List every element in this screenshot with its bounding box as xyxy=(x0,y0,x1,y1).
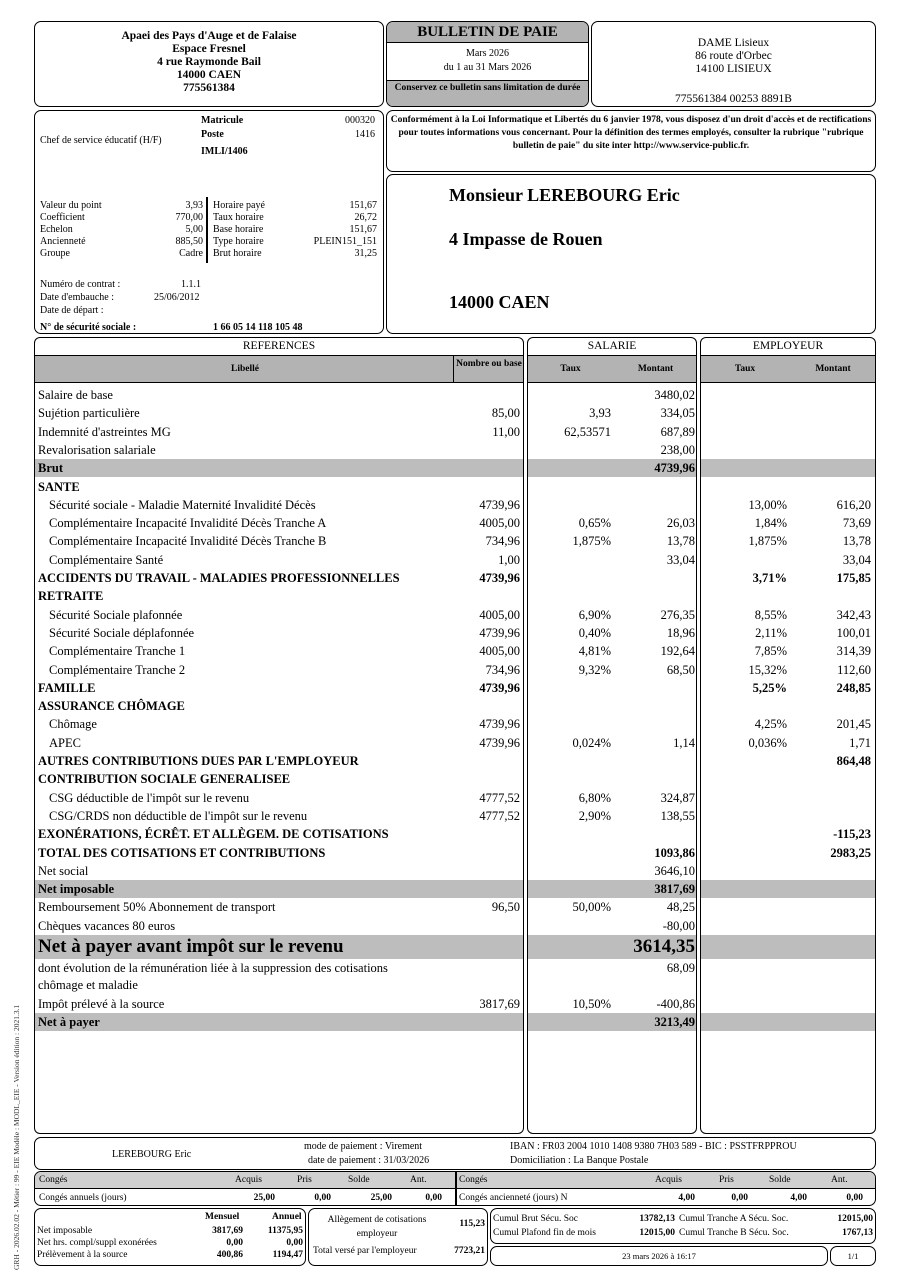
taux-header: Taux xyxy=(560,364,581,374)
cumuls-block xyxy=(34,1208,306,1266)
row-base: 85,00 xyxy=(491,406,520,421)
row-shade xyxy=(701,880,875,898)
recipient-street: 4 Impasse de Rouen xyxy=(449,229,603,249)
salarie-column-header xyxy=(528,356,696,383)
table-row xyxy=(34,959,876,995)
row-label: Complémentaire Incapacité Invalidité Décès Tranche B xyxy=(49,534,327,549)
row-taux: 9,32% xyxy=(578,662,611,677)
employer-block xyxy=(34,21,384,107)
row-label: Complémentaire Santé xyxy=(49,552,164,567)
solde-header: Solde xyxy=(348,1175,370,1185)
row-label: TOTAL DES COTISATIONS ET CONTRIBUTIONS xyxy=(38,845,326,860)
establishment-siret: 775561384 00253 8891B xyxy=(675,93,792,105)
cumul-annuel: 0,00 xyxy=(286,1238,303,1248)
info-left-value: Cadre xyxy=(179,248,203,259)
row-label: Revalorisation salariale xyxy=(38,442,156,457)
cumul-label: Net imposable xyxy=(37,1226,93,1236)
info-left-label: Coefficient xyxy=(40,212,85,223)
employer-address xyxy=(35,30,383,95)
base-header: Nombre ou base xyxy=(456,359,522,369)
table-row xyxy=(34,514,876,532)
row-base: 4739,96 xyxy=(479,717,520,732)
payment-block xyxy=(34,1137,876,1170)
info-right-value: 151,67 xyxy=(349,224,377,235)
payslip-table xyxy=(34,337,876,1135)
row-label: RETRAITE xyxy=(38,589,104,604)
conges-divider xyxy=(455,1172,457,1206)
row-base: 4005,00 xyxy=(479,644,520,659)
cumul-annuel: 11375,95 xyxy=(267,1226,303,1236)
row-taux: 62,53571 xyxy=(564,424,611,439)
row-montant-e: 248,85 xyxy=(836,680,871,695)
row-label: CSG/CRDS non déductible de l'impôt sur le revenu xyxy=(49,808,308,823)
table-row xyxy=(34,935,876,959)
keep-note: Conservez ce bulletin sans limitation de durée xyxy=(387,80,588,106)
row-shade xyxy=(35,459,523,477)
acquis2-header: Acquis xyxy=(655,1175,682,1185)
allegement-value: 115,23 xyxy=(459,1219,485,1229)
row-taux-e: 15,32% xyxy=(748,662,787,677)
row-montant-e: 616,20 xyxy=(836,497,871,512)
edit-timestamp: 23 mars 2026 à 16:17 xyxy=(490,1246,828,1266)
row-taux-e: 2,11% xyxy=(755,625,787,640)
row-label-2: chômage et maladie xyxy=(38,978,138,992)
anc-value: 4,00 xyxy=(790,1193,807,1203)
table-row xyxy=(34,551,876,569)
row-label: CSG déductible de l'impôt sur le revenu xyxy=(49,790,250,805)
row-shade xyxy=(701,1013,875,1031)
cumul-plafond-value: 12015,00 xyxy=(639,1228,675,1238)
employer-line: Apaei des Pays d'Auge et de Falaise xyxy=(121,30,297,42)
establishment-line: 86 route d'Orbec xyxy=(695,50,772,62)
row-label: Net à payer xyxy=(38,1015,100,1030)
montant-header: Montant xyxy=(637,364,674,374)
row-montant-e: 100,01 xyxy=(836,625,871,640)
establishment-line: DAME Lisieux xyxy=(697,37,770,49)
recipient-name: Monsieur LEREBOURG Eric xyxy=(449,185,680,205)
row-montant-e: 112,60 xyxy=(837,662,871,677)
row-label: APEC xyxy=(49,735,81,750)
pris2-header: Pris xyxy=(719,1175,734,1185)
row-montant: 334,05 xyxy=(660,406,695,421)
annual-value: 25,00 xyxy=(370,1193,392,1203)
matricule-label: Matricule xyxy=(201,115,244,126)
row-montant: 13,78 xyxy=(666,534,695,549)
table-row xyxy=(34,679,876,697)
ant-header: Ant. xyxy=(410,1175,427,1185)
row-montant: 276,35 xyxy=(660,607,695,622)
row-montant-e: 314,39 xyxy=(836,644,871,659)
anc-value: 4,00 xyxy=(678,1193,695,1203)
row-montant-e: 864,48 xyxy=(836,754,871,768)
establishment-address xyxy=(592,37,875,76)
table-row xyxy=(34,880,876,898)
row-label: Complémentaire Incapacité Invalidité Décès Tranche A xyxy=(49,516,327,531)
anc-value: 0,00 xyxy=(846,1193,863,1203)
bulletin-range: du 1 au 31 Mars 2026 xyxy=(443,62,532,73)
employer-line: 14000 CAEN xyxy=(176,69,242,81)
row-taux-e: 1,875% xyxy=(748,534,787,549)
row-label: dont évolution de la rémunération liée à la suppression des cotisations xyxy=(38,961,388,975)
row-montant-e: 13,78 xyxy=(842,534,871,549)
payment-date xyxy=(308,1155,429,1166)
row-taux: 10,50% xyxy=(572,997,611,1011)
row-taux-e: 3,71% xyxy=(752,571,787,585)
row-montant: 3213,49 xyxy=(654,1015,695,1030)
annual-label: Congés annuels (jours) xyxy=(39,1193,127,1203)
employer-line: Espace Fresnel xyxy=(172,43,246,55)
info-right-value: 151,67 xyxy=(349,200,377,211)
row-taux: 50,00% xyxy=(572,900,611,915)
row-base: 4739,96 xyxy=(479,680,520,695)
allegement-block xyxy=(308,1208,488,1266)
table-row xyxy=(34,642,876,660)
row-taux-e: 0,036% xyxy=(748,735,787,750)
payment-mode-label: mode de paiement : xyxy=(304,1141,383,1152)
matricule-value: 000320 xyxy=(345,115,375,126)
employer-line: 4 rue Raymonde Bail xyxy=(157,56,261,68)
iban: IBAN : FR03 2004 1010 1408 9380 7H03 589 - BIC : PSSTFRPPROU xyxy=(510,1141,797,1152)
row-montant: 687,89 xyxy=(660,424,695,439)
row-base: 3817,69 xyxy=(479,997,520,1011)
row-taux: 3,93 xyxy=(589,406,611,421)
anc-value: 0,00 xyxy=(731,1193,748,1203)
row-label: Sécurité Sociale plafonnée xyxy=(49,607,183,622)
employer-line: 775561384 xyxy=(183,82,235,94)
row-label: Impôt prélevé à la source xyxy=(38,997,165,1011)
payee-name: LEREBOURG Eric xyxy=(112,1149,192,1160)
cumul-brut-label: Cumul Brut Sécu. Soc xyxy=(493,1214,578,1224)
info-left-label: Ancienneté xyxy=(40,236,86,247)
info-left-label: Valeur du point xyxy=(40,200,102,211)
row-taux: 6,90% xyxy=(578,607,611,622)
row-label: Sécurité sociale - Maladie Maternité Invalidité Décès xyxy=(49,497,316,512)
info-right-label: Horaire payé xyxy=(213,200,265,211)
table-row xyxy=(34,898,876,916)
table-row xyxy=(34,459,876,477)
row-label: Net imposable xyxy=(38,882,115,897)
info-divider xyxy=(206,197,208,263)
row-montant: 192,64 xyxy=(660,644,695,659)
row-base: 4739,96 xyxy=(479,735,520,750)
row-montant: 3614,35 xyxy=(633,936,695,957)
side-reference: GRH - 2026.02.02 - Métier : 99 - EIE Modèle : MODL_EIE - Version édition : 2021.3.1 xyxy=(12,1004,21,1270)
row-taux: 4,81% xyxy=(578,644,611,659)
contract-label: Numéro de contrat : xyxy=(40,279,121,290)
table-row xyxy=(34,715,876,733)
row-base: 734,96 xyxy=(485,662,520,677)
taux-employeur-header: Taux xyxy=(734,364,756,374)
row-montant: 138,55 xyxy=(660,808,695,823)
annual-value: 0,00 xyxy=(425,1193,442,1203)
libelle-header: Libellé xyxy=(231,364,259,374)
info-right-label: Base horaire xyxy=(213,224,264,235)
table-row xyxy=(34,386,876,404)
row-montant-e: 33,04 xyxy=(842,552,871,567)
row-label: Chômage xyxy=(49,717,97,732)
row-taux-e: 5,25% xyxy=(752,680,787,695)
table-row xyxy=(34,789,876,807)
conges-block xyxy=(34,1171,876,1206)
payment-date-value: 31/03/2026 xyxy=(383,1155,430,1166)
table-row xyxy=(34,569,876,587)
row-montant-e: -115,23 xyxy=(833,827,871,842)
establishment-line: 14100 LISIEUX xyxy=(695,63,772,75)
payment-mode xyxy=(304,1141,422,1152)
row-taux: 6,80% xyxy=(578,790,611,805)
row-base: 4777,52 xyxy=(479,808,520,823)
poste-value: 1416 xyxy=(355,129,375,140)
row-base: 4005,00 xyxy=(479,607,520,622)
row-taux-e: 1,84% xyxy=(754,516,787,531)
row-taux-e: 7,85% xyxy=(754,644,787,659)
row-montant-e: 1,71 xyxy=(849,735,871,750)
row-label: CONTRIBUTION SOCIALE GENERALISEE xyxy=(38,772,291,787)
cumul-mensuel: 0,00 xyxy=(226,1238,243,1248)
annual-value: 25,00 xyxy=(253,1193,275,1203)
row-label: ACCIDENTS DU TRAVAIL - MALADIES PROFESSIONNELLES xyxy=(38,571,400,585)
cumul-plafond-label: Cumul Plafond fin de mois xyxy=(493,1228,596,1238)
row-label: Salaire de base xyxy=(38,388,113,402)
row-taux: 0,024% xyxy=(572,735,611,750)
row-montant: 1,14 xyxy=(673,735,695,750)
bulletin-period xyxy=(387,47,588,75)
row-montant: 4739,96 xyxy=(654,461,695,476)
table-row xyxy=(34,995,876,1013)
table-row xyxy=(34,770,876,788)
row-shade xyxy=(35,1013,523,1031)
table-row xyxy=(34,606,876,624)
conges2-header: Congés xyxy=(459,1175,488,1185)
row-montant-e: 175,85 xyxy=(836,571,871,585)
row-taux-e: 8,55% xyxy=(754,607,787,622)
payment-date-label: date de paiement : xyxy=(308,1155,382,1166)
bulletin-header xyxy=(386,21,589,107)
recipient-city: 14000 CAEN xyxy=(449,292,550,312)
row-montant: -400,86 xyxy=(656,997,695,1011)
row-montant-e: 342,43 xyxy=(836,607,871,622)
employeur-column-header xyxy=(701,356,875,383)
row-taux: 0,65% xyxy=(578,516,611,531)
row-montant-e: 201,45 xyxy=(836,717,871,732)
table-row xyxy=(34,423,876,441)
row-base: 4005,00 xyxy=(479,516,520,531)
bulletin-title: BULLETIN DE PAIE xyxy=(387,22,588,43)
establishment-block xyxy=(591,21,876,107)
cumul-mensuel: 3817,69 xyxy=(212,1226,243,1236)
row-montant: 18,96 xyxy=(666,625,695,640)
employeur-header: EMPLOYEUR xyxy=(701,338,875,356)
cumul-mensuel: 400,86 xyxy=(216,1250,243,1260)
row-base: 11,00 xyxy=(492,424,520,439)
table-row xyxy=(34,624,876,642)
row-label: Complémentaire Tranche 1 xyxy=(49,644,186,659)
annual-value: 0,00 xyxy=(314,1193,331,1203)
table-row xyxy=(34,917,876,935)
row-base: 96,50 xyxy=(491,900,520,915)
info-left-value: 770,00 xyxy=(175,212,203,223)
row-montant: 1093,86 xyxy=(654,845,695,860)
info-left-label: Echelon xyxy=(40,224,73,235)
row-label: Brut xyxy=(38,461,63,476)
table-row xyxy=(34,734,876,752)
row-montant: 3646,10 xyxy=(654,863,695,878)
info-left-label: Groupe xyxy=(40,248,70,259)
row-montant: 238,00 xyxy=(660,442,695,457)
table-row xyxy=(34,478,876,496)
ref-header-divider xyxy=(453,356,454,383)
info-right-label: Type horaire xyxy=(213,236,264,247)
cumul-ta-value: 12015,00 xyxy=(837,1214,873,1224)
info-right-label: Brut horaire xyxy=(213,248,262,259)
row-label: Chèques vacances 80 euros xyxy=(38,918,176,933)
row-shade xyxy=(701,935,875,959)
ss-label: N° de sécurité sociale : xyxy=(40,322,137,333)
page-number: 1/1 xyxy=(830,1246,876,1266)
montant-employeur-header: Montant xyxy=(815,364,851,374)
cumul-brut-value: 13782,13 xyxy=(639,1214,675,1224)
table-row xyxy=(34,752,876,770)
contract-value: 1.1.1 xyxy=(181,279,201,290)
row-montant: 3480,02 xyxy=(654,388,695,402)
row-label: Remboursement 50% Abonnement de transport xyxy=(38,900,276,915)
cumul-tb-value: 1767,13 xyxy=(842,1228,873,1238)
cumul-ta-label: Cumul Tranche A Sécu. Soc. xyxy=(679,1214,789,1224)
annuel-header: Annuel xyxy=(272,1212,302,1222)
cumul-annuel: 1194,47 xyxy=(272,1250,303,1260)
row-label: Sécurité Sociale déplafonnée xyxy=(49,625,195,640)
info-right-label: Taux horaire xyxy=(213,212,264,223)
row-montant-e: 2983,25 xyxy=(830,845,871,860)
ss-value: 1 66 05 14 118 105 48 xyxy=(213,322,303,333)
row-taux-e: 13,00% xyxy=(748,497,787,512)
info-left-value: 885,50 xyxy=(175,236,203,247)
row-montant-e: 73,69 xyxy=(842,516,871,531)
solde2-header: Solde xyxy=(769,1175,791,1185)
row-label: Indemnité d'astreintes MG xyxy=(38,424,171,439)
cumul-label: Net hrs. compl/suppl exonérées xyxy=(37,1238,157,1248)
poste-label: Poste xyxy=(201,129,224,140)
salarie-header: SALARIE xyxy=(528,338,696,356)
table-row xyxy=(34,441,876,459)
hire-value: 25/06/2012 xyxy=(154,292,200,303)
row-label: Net social xyxy=(38,863,89,878)
row-montant: 26,03 xyxy=(666,516,695,531)
row-label: EXONÉRATIONS, ÉCRÊT. ET ALLÈGEM. DE COTISATIONS xyxy=(38,827,389,842)
pris-header: Pris xyxy=(297,1175,312,1185)
leave-label: Date de départ : xyxy=(40,305,104,316)
row-montant: 3817,69 xyxy=(654,882,695,897)
row-label: ASSURANCE CHÔMAGE xyxy=(38,699,185,714)
recipient-address xyxy=(386,174,876,334)
row-label: Sujétion particulière xyxy=(38,406,140,421)
info-left-value: 5,00 xyxy=(185,224,203,235)
table-row xyxy=(34,496,876,514)
row-label: SANTE xyxy=(38,479,80,494)
bulletin-month: Mars 2026 xyxy=(465,48,510,59)
domiciliation: Domiciliation : La Banque Postale xyxy=(510,1155,649,1166)
row-taux: 1,875% xyxy=(572,534,611,549)
total-employer-value: 7723,21 xyxy=(454,1246,485,1256)
job-title: Chef de service éducatif (H/F) xyxy=(40,135,162,146)
row-base: 4739,96 xyxy=(479,497,520,512)
acquis-header: Acquis xyxy=(235,1175,262,1185)
cumuls-secu-block xyxy=(490,1208,876,1244)
table-row xyxy=(34,404,876,422)
row-montant: 48,25 xyxy=(666,900,695,915)
allegement-label: Allègement de cotisations employeur xyxy=(327,1215,427,1239)
info-right-value: PLEIN151_151 xyxy=(313,236,377,247)
table-row xyxy=(34,1013,876,1031)
imli-code: IMLI/1406 xyxy=(201,146,248,157)
hire-label: Date d'embauche : xyxy=(40,292,114,303)
cumul-tb-label: Cumul Tranche B Sécu. Soc. xyxy=(679,1228,789,1238)
total-employer-label: Total versé par l'employeur xyxy=(313,1246,417,1256)
row-label: Net à payer avant impôt sur le revenu xyxy=(38,936,344,957)
table-row xyxy=(34,661,876,679)
references-column-header xyxy=(35,356,523,383)
table-row xyxy=(34,807,876,825)
table-row xyxy=(34,587,876,605)
cumul-label: Prélèvement à la source xyxy=(37,1250,128,1260)
row-montant: 68,09 xyxy=(666,961,695,975)
row-base: 4739,96 xyxy=(479,571,520,585)
conges-header: Congés xyxy=(39,1175,68,1185)
row-label: Complémentaire Tranche 2 xyxy=(49,662,186,677)
mensuel-header: Mensuel xyxy=(205,1212,240,1222)
anc-label: Congés ancienneté (jours) N xyxy=(459,1193,568,1203)
references-header: REFERENCES xyxy=(35,338,523,356)
table-row xyxy=(34,862,876,880)
row-montant: 33,04 xyxy=(666,552,695,567)
info-left-value: 3,93 xyxy=(185,200,203,211)
table-row xyxy=(34,825,876,843)
info-right-value: 26,72 xyxy=(354,212,377,223)
row-montant: -80,00 xyxy=(662,918,695,933)
row-taux: 0,40% xyxy=(578,625,611,640)
row-taux-e: 4,25% xyxy=(754,717,787,732)
row-montant: 68,50 xyxy=(666,662,695,677)
row-base: 4739,96 xyxy=(479,625,520,640)
legal-notice: Conformément à la Loi Informatique et Libertés du 6 janvier 1978, vous disposez d'un droit d'accès et de rectifications pour toutes informations vous concernant. Pour la définition des termes employés, consulter la rubrique "rubrique bulletin de paie" du site inter http://www.service-public.fr. xyxy=(386,110,876,172)
employee-info xyxy=(34,110,384,334)
table-row xyxy=(34,844,876,862)
row-label: FAMILLE xyxy=(38,680,96,695)
table-row xyxy=(34,697,876,715)
row-base: 1,00 xyxy=(498,552,520,567)
row-shade xyxy=(701,459,875,477)
row-montant: 324,87 xyxy=(660,790,695,805)
row-base: 4777,52 xyxy=(479,790,520,805)
info-right-value: 31,25 xyxy=(354,248,377,259)
row-label: AUTRES CONTRIBUTIONS DUES PAR L'EMPLOYEUR xyxy=(38,754,359,768)
ant2-header: Ant. xyxy=(831,1175,848,1185)
row-base: 734,96 xyxy=(485,534,520,549)
table-row xyxy=(34,532,876,550)
payment-mode-value: Virement xyxy=(384,1141,423,1152)
row-taux: 2,90% xyxy=(578,808,611,823)
